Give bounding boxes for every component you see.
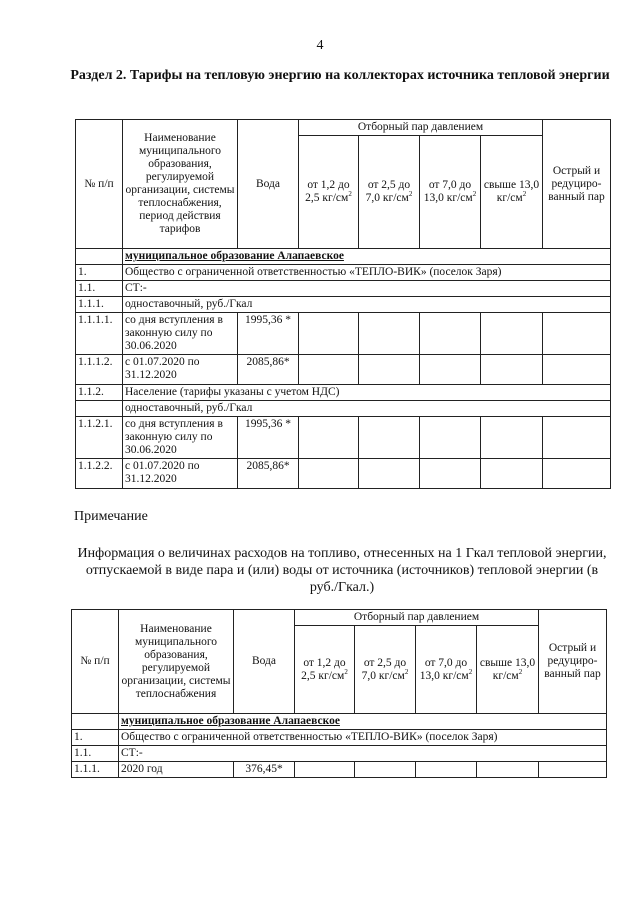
row-num: 1.1.2. <box>76 385 123 401</box>
row-text: Общество с ограниченной ответственностью «ТЕПЛО-ВИК» (поселок Заря) <box>119 730 607 746</box>
header-org: Наименование муниципального образования, регулируемой организации, системы теплоснабжения, период действия тарифов <box>123 120 238 249</box>
water-value: 2085,86* <box>238 459 299 489</box>
page-number: 4 <box>316 38 324 53</box>
header-pressure-4: свыше 13,0 $кг/см^2$ <box>477 626 539 714</box>
row-text: СТ:- <box>123 281 611 297</box>
row-text: 2020 год <box>119 762 234 778</box>
header-org: Наименование муниципального образования, регулируемой организации, системы теплоснабжения <box>119 610 234 714</box>
row-num <box>76 401 123 417</box>
row-num: 1.1.1. <box>76 297 123 313</box>
header-num: № п/п <box>72 610 119 714</box>
municipality-row: муниципальное образование Алапаевское <box>119 714 607 730</box>
water-value: 1995,36 * <box>238 417 299 459</box>
row-num: 1. <box>72 730 119 746</box>
row-text: СТ:- <box>119 746 607 762</box>
row-text: одноставочный, руб./Гкал <box>123 297 611 313</box>
row-num: 1.1.1. <box>72 762 119 778</box>
note-label: Примечание <box>74 509 148 524</box>
row-num: 1.1.2.1. <box>76 417 123 459</box>
row-text: со дня вступления в законную силу по 30.06.2020 <box>123 417 238 459</box>
row-num: 1.1. <box>72 746 119 762</box>
header-pressure-3: от 7,0 до 13,0 $кг/см^2$ <box>420 136 481 249</box>
header-pressure-1: от 1,2 до 2,5 $кг/см^2$ <box>295 626 355 714</box>
municipality-row: муниципальное образование Алапаевское <box>123 249 611 265</box>
water-value: 2085,86* <box>238 355 299 385</box>
water-value: 376,45* <box>234 762 295 778</box>
header-pressure-4: свыше 13,0 $кг/см^2$ <box>481 136 543 249</box>
header-sharp-steam: Острый и редуциро-ванный пар <box>543 120 611 249</box>
row-num: 1. <box>76 265 123 281</box>
row-text: с 01.07.2020 по 31.12.2020 <box>123 459 238 489</box>
header-sharp-steam: Острый и редуциро-ванный пар <box>539 610 607 714</box>
note-text: Информация о величинах расходов на топливо, отнесенных на 1 Гкал тепловой энергии, отпускаемой в виде пара и (или) воды от источника (источников) тепловой энергии (в руб./Гкал.) <box>77 546 607 595</box>
header-pressure-2: от 2,5 до 7,0 $кг/см^2$ <box>359 136 420 249</box>
row-num: 1.1. <box>76 281 123 297</box>
row-text: Общество с ограниченной ответственностью «ТЕПЛО-ВИК» (поселок Заря) <box>123 265 611 281</box>
header-water: Вода <box>238 120 299 249</box>
section-title: Раздел 2. Тарифы на тепловую энергию на коллекторах источника тепловой энергии <box>70 68 610 83</box>
row-text: с 01.07.2020 по 31.12.2020 <box>123 355 238 385</box>
header-num: № п/п <box>76 120 123 249</box>
row-num: 1.1.2.2. <box>76 459 123 489</box>
tariff-table <box>75 119 611 489</box>
fuel-cost-table <box>71 609 607 778</box>
row-num: 1.1.1.2. <box>76 355 123 385</box>
row-text: одноставочный, руб./Гкал <box>123 401 611 417</box>
row-text: Население (тарифы указаны с учетом НДС) <box>123 385 611 401</box>
header-pressure-2: от 2,5 до 7,0 $кг/см^2$ <box>355 626 416 714</box>
header-steam-group: Отборный пар давлением <box>299 120 543 136</box>
header-water: Вода <box>234 610 295 714</box>
header-pressure-1: от 1,2 до 2,5 $кг/см^2$ <box>299 136 359 249</box>
row-text: со дня вступления в законную силу по 30.06.2020 <box>123 313 238 355</box>
row-num: 1.1.1.1. <box>76 313 123 355</box>
header-pressure-3: от 7,0 до 13,0 $кг/см^2$ <box>416 626 477 714</box>
water-value: 1995,36 * <box>238 313 299 355</box>
header-steam-group: Отборный пар давлением <box>295 610 539 626</box>
